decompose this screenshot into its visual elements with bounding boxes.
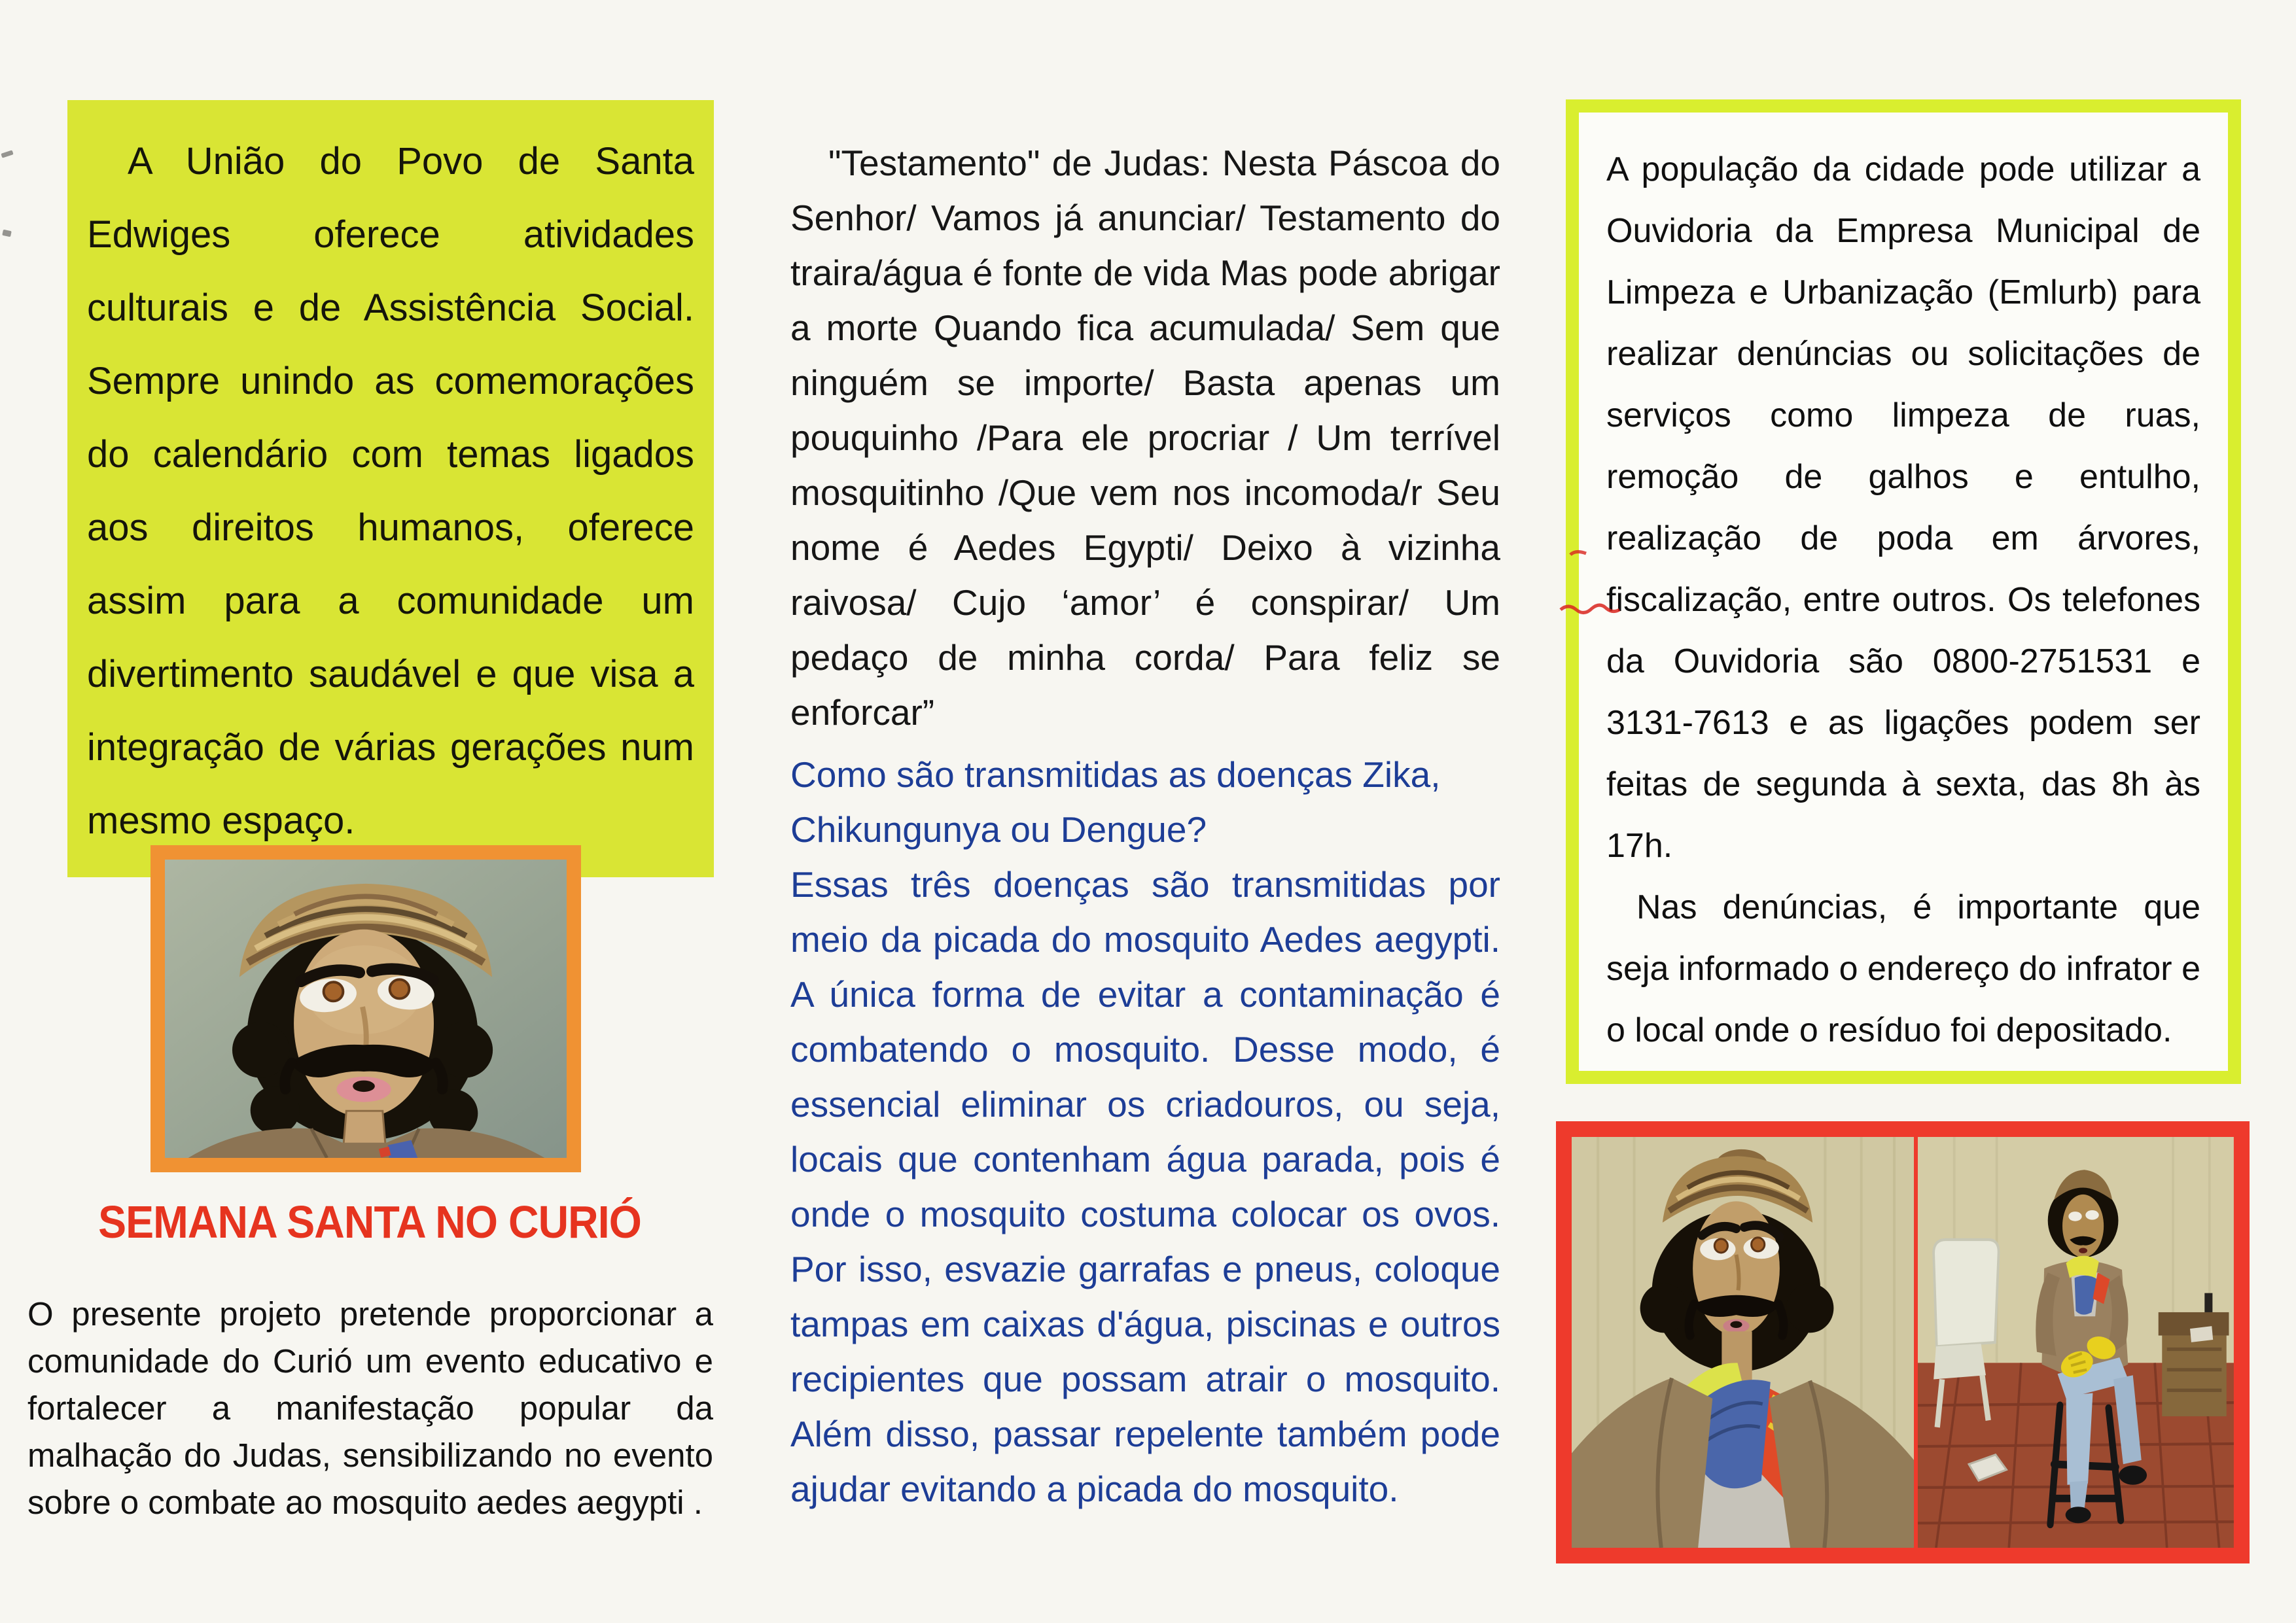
disease-question: Como são transmitidas as doenças Zika, Chikungunya ou Dengue? <box>790 754 1441 850</box>
section-title: SEMANA SANTA NO CURIÓ <box>98 1196 641 1248</box>
judas-puppet-photos-frame <box>1556 1121 2250 1563</box>
intro-highlight-box <box>67 100 714 877</box>
red-pen-dot <box>1569 548 1589 559</box>
ouvidoria-paragraph-2: Nas denúncias, é importante que seja informado o endereço do infrator e o local onde o resíduo foi depositado. <box>1606 888 2200 1049</box>
puppet-seated-image <box>1918 1137 2234 1548</box>
project-paragraph: O presente projeto pretende proporcionar a comunidade do Curió um evento educativo e fortalecer a manifestação popular da malhação do Judas, sensibilizando no evento sobre o combate ao mosquito aedes aegypti . <box>27 1295 713 1521</box>
disease-info-block <box>790 747 1500 1516</box>
ouvidoria-paragraph-1: A população da cidade pode utilizar a Ouvidoria da Empresa Municipal de Limpeza e Urbanização (Emlurb) para realizar denúncias ou solicitações de serviços como limpeza de ruas, remoção de galhos e entulho, realização de poda em árvores, fiscalização, entre outros. Os telefones da Ouvidoria são 0800-2751531 e 3131-7613 e as ligações podem ser feitas de segunda à sexta, das 8h às 17h. <box>1606 150 2200 865</box>
puppet-bust-image <box>1572 1137 1914 1548</box>
red-pen-mark <box>1559 597 1621 616</box>
testament-paragraph: "Testamento" de Judas: Nesta Páscoa do Senhor/ Vamos já anunciar/ Testamento do traira/água é fonte de vida Mas pode abrigar a morte Quando fica acumulada/ Sem que ninguém se importe/ Basta apenas um pouquinho /Para ele procriar / Um terrível mosquitinho /Que vem nos incomoda/r Seu nome é Aedes Egypti/ Deixo à vizinha raivosa/ Cujo ‘amor’ é conspirar/ Um pedaço de minha corda/ Para feliz se enforcar” <box>790 143 1500 733</box>
judas-puppet-head-photo <box>165 860 567 1158</box>
scan-artifact <box>2 230 12 237</box>
disease-answer: Essas três doenças são transmitidas por meio da picada do mosquito Aedes aegypti. A única forma de evitar a contaminação é combatendo o mosquito. Desse modo, é essencial eliminar os criadouros, ou seja, locais que contenham água parada, pois é onde o mosquito costuma colocar os ovos. Por isso, esvazie garrafas e pneus, coloque tampas em caixas d'água, piscinas e outros recipientes que possam atrair o mosquito. Além disso, passar repelente também pode ajudar evitando a picada do mosquito. <box>790 864 1500 1509</box>
judas-puppet-photo-frame <box>150 845 581 1172</box>
puppet-bust-photo <box>1572 1137 1914 1548</box>
puppet-seated-photo <box>1918 1137 2234 1548</box>
ouvidoria-info-box <box>1566 99 2241 1084</box>
scan-artifact <box>1 150 13 158</box>
intro-text: A União do Povo de Santa Edwiges oferece atividades culturais e de Assistência Social. Sempre unindo as comemorações do calendário com temas ligados aos direitos humanos, oferece assim para a comunidade um divertimento saudável e que visa a integração de várias gerações num mesmo espaço. <box>87 140 694 842</box>
